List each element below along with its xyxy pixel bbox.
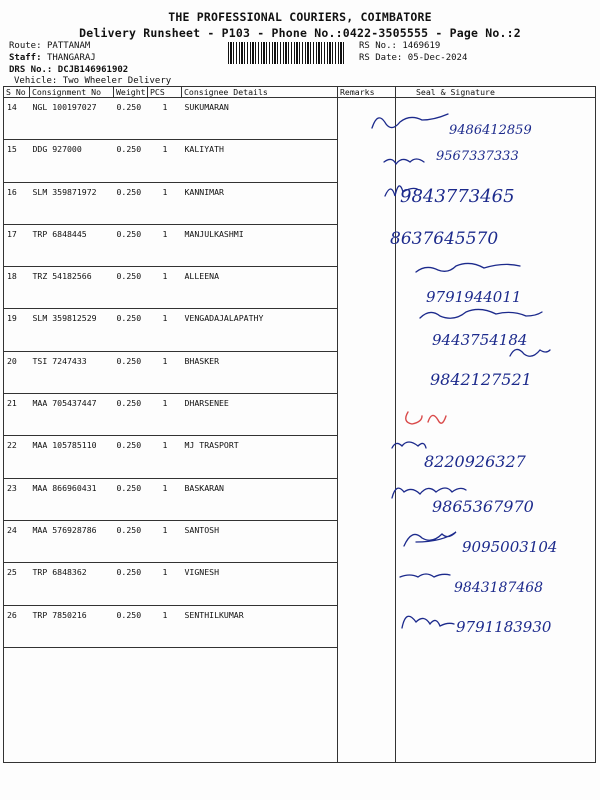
cell-consignee: MJ TRASPORT	[182, 436, 338, 478]
cell-pcs: 1	[148, 394, 182, 436]
cell-consignment: TRZ 54182566	[30, 267, 114, 309]
cell-weight: 0.250	[114, 267, 148, 309]
drs-label: DRS No.:	[9, 65, 53, 75]
company-title: THE PROFESSIONAL COURIERS, COIMBATORE	[168, 10, 432, 24]
cell-consignment: MAA 705437447	[30, 394, 114, 436]
cell-sno: 20	[4, 351, 30, 393]
cell-pcs: 1	[148, 140, 182, 182]
cell-weight: 0.250	[114, 224, 148, 266]
phone-note-16: 9843773465	[400, 186, 515, 207]
staff-label: Staff:	[9, 53, 42, 63]
cell-consignment: TRP 6848445	[30, 224, 114, 266]
cell-weight: 0.250	[114, 520, 148, 562]
cell-consignee: DHARSENEE	[182, 394, 338, 436]
signature-26	[402, 616, 454, 628]
cell-sno: 17	[4, 224, 30, 266]
cell-consignee: MANJULKASHMI	[182, 224, 338, 266]
signature-19	[420, 309, 542, 318]
cell-sno: 25	[4, 563, 30, 605]
cell-pcs: 1	[148, 520, 182, 562]
cell-consignment: TRP 6848362	[30, 563, 114, 605]
cell-weight: 0.250	[114, 436, 148, 478]
cell-sno: 18	[4, 267, 30, 309]
phone-note-19: 9443754184	[432, 331, 528, 349]
phone-note-15: 9567337333	[436, 149, 519, 164]
phone-note-23: 9865367970	[432, 497, 534, 516]
cell-consignee: BASKARAN	[182, 478, 338, 520]
cell-weight: 0.250	[114, 98, 148, 140]
cell-pcs: 1	[148, 436, 182, 478]
phone-note-22: 8220926327	[424, 452, 526, 471]
cell-consignee: VIGNESH	[182, 563, 338, 605]
signature-20	[510, 349, 550, 356]
cell-consignment: MAA 576928786	[30, 520, 114, 562]
signature-18	[416, 263, 520, 272]
cell-consignment: MAA 105785110	[30, 436, 114, 478]
cell-consignment: TSI 7247433	[30, 351, 114, 393]
phone-note-26: 9791183930	[456, 618, 552, 636]
cell-consignee: BHASKER	[182, 351, 338, 393]
cell-pcs: 1	[148, 98, 182, 140]
cell-weight: 0.250	[114, 140, 148, 182]
rs-no-label: RS No.:	[359, 41, 397, 51]
cell-consignee: ALLEENA	[182, 267, 338, 309]
cell-consignee: VENGADAJALAPATHY	[182, 309, 338, 351]
cell-consignment: SLM 359871972	[30, 182, 114, 224]
cell-sno: 16	[4, 182, 30, 224]
drs-value: DCJB146961902	[57, 65, 129, 75]
signature-25	[400, 574, 450, 577]
vehicle-value: Two Wheeler Delivery	[62, 76, 172, 86]
phone-note-18: 9791944011	[426, 288, 522, 306]
cell-pcs: 1	[148, 478, 182, 520]
cell-sno: 23	[4, 478, 30, 520]
cell-weight: 0.250	[114, 478, 148, 520]
cell-consignment: MAA 866960431	[30, 478, 114, 520]
rs-date-value: 05-Dec-2024	[407, 53, 468, 63]
vehicle-label: Vehicle:	[14, 76, 58, 86]
cell-consignment: SLM 359812529	[30, 309, 114, 351]
cell-pcs: 1	[148, 563, 182, 605]
cell-pcs: 1	[148, 605, 182, 647]
cell-pcs: 1	[148, 351, 182, 393]
cell-sno: 24	[4, 520, 30, 562]
route-label: Route:	[9, 41, 42, 51]
signature-23	[392, 488, 466, 498]
signature-24	[404, 532, 456, 546]
col-header-seal: Seal & Signature	[396, 87, 596, 98]
phone-note-24: 9095003104	[462, 538, 558, 556]
cell-sno: 19	[4, 309, 30, 351]
cell-consignee: SANTOSH	[182, 520, 338, 562]
staff-value: THANGARAJ	[46, 53, 96, 63]
cell-weight: 0.250	[114, 605, 148, 647]
col-header-consignment: Consignment No	[30, 87, 114, 98]
cell-pcs: 1	[148, 224, 182, 266]
cell-consignee: KALIYATH	[182, 140, 338, 182]
runsheet-title: Delivery Runsheet - P103 - Phone No.:0422-3505555 - Page No.:2	[79, 26, 521, 40]
col-header-remarks: Remarks	[338, 87, 396, 98]
cell-weight: 0.250	[114, 563, 148, 605]
cell-consignment: NGL 100197027	[30, 98, 114, 140]
col-header-consignee: Consignee Details	[182, 87, 338, 98]
cell-pcs: 1	[148, 267, 182, 309]
route-value: PATTANAM	[46, 41, 91, 51]
cell-weight: 0.250	[114, 394, 148, 436]
cell-consignee: KANNIMAR	[182, 182, 338, 224]
rs-date-label: RS Date:	[359, 53, 403, 63]
cell-sno: 22	[4, 436, 30, 478]
cell-weight: 0.250	[114, 309, 148, 351]
cell-pcs: 1	[148, 309, 182, 351]
remark-mark-21	[406, 412, 446, 424]
cell-consignee: SUKUMARAN	[182, 98, 338, 140]
col-header-sno: S No	[4, 87, 30, 98]
cell-weight: 0.250	[114, 182, 148, 224]
signature-15	[384, 159, 424, 164]
cell-weight: 0.250	[114, 351, 148, 393]
cell-sno: 21	[4, 394, 30, 436]
phone-note-25: 9843187468	[454, 580, 544, 596]
cell-pcs: 1	[148, 182, 182, 224]
col-header-pcs: PCS	[148, 87, 182, 98]
cell-consignment: TRP 7850216	[30, 605, 114, 647]
cell-sno: 15	[4, 140, 30, 182]
phone-note-14: 9486412859	[449, 123, 532, 138]
signature-16	[385, 186, 419, 196]
signature-22	[392, 442, 426, 448]
cell-consignee: SENTHILKUMAR	[182, 605, 338, 647]
phone-note-17: 8637645570	[390, 229, 499, 249]
col-header-weight: Weight	[114, 87, 148, 98]
phone-note-20: 9842127521	[430, 370, 532, 389]
cell-consignment: DDG 927000	[30, 140, 114, 182]
cell-sno: 14	[4, 98, 30, 140]
rs-no-value: 1469619	[402, 41, 441, 51]
signature-14	[372, 114, 448, 128]
cell-sno: 26	[4, 605, 30, 647]
